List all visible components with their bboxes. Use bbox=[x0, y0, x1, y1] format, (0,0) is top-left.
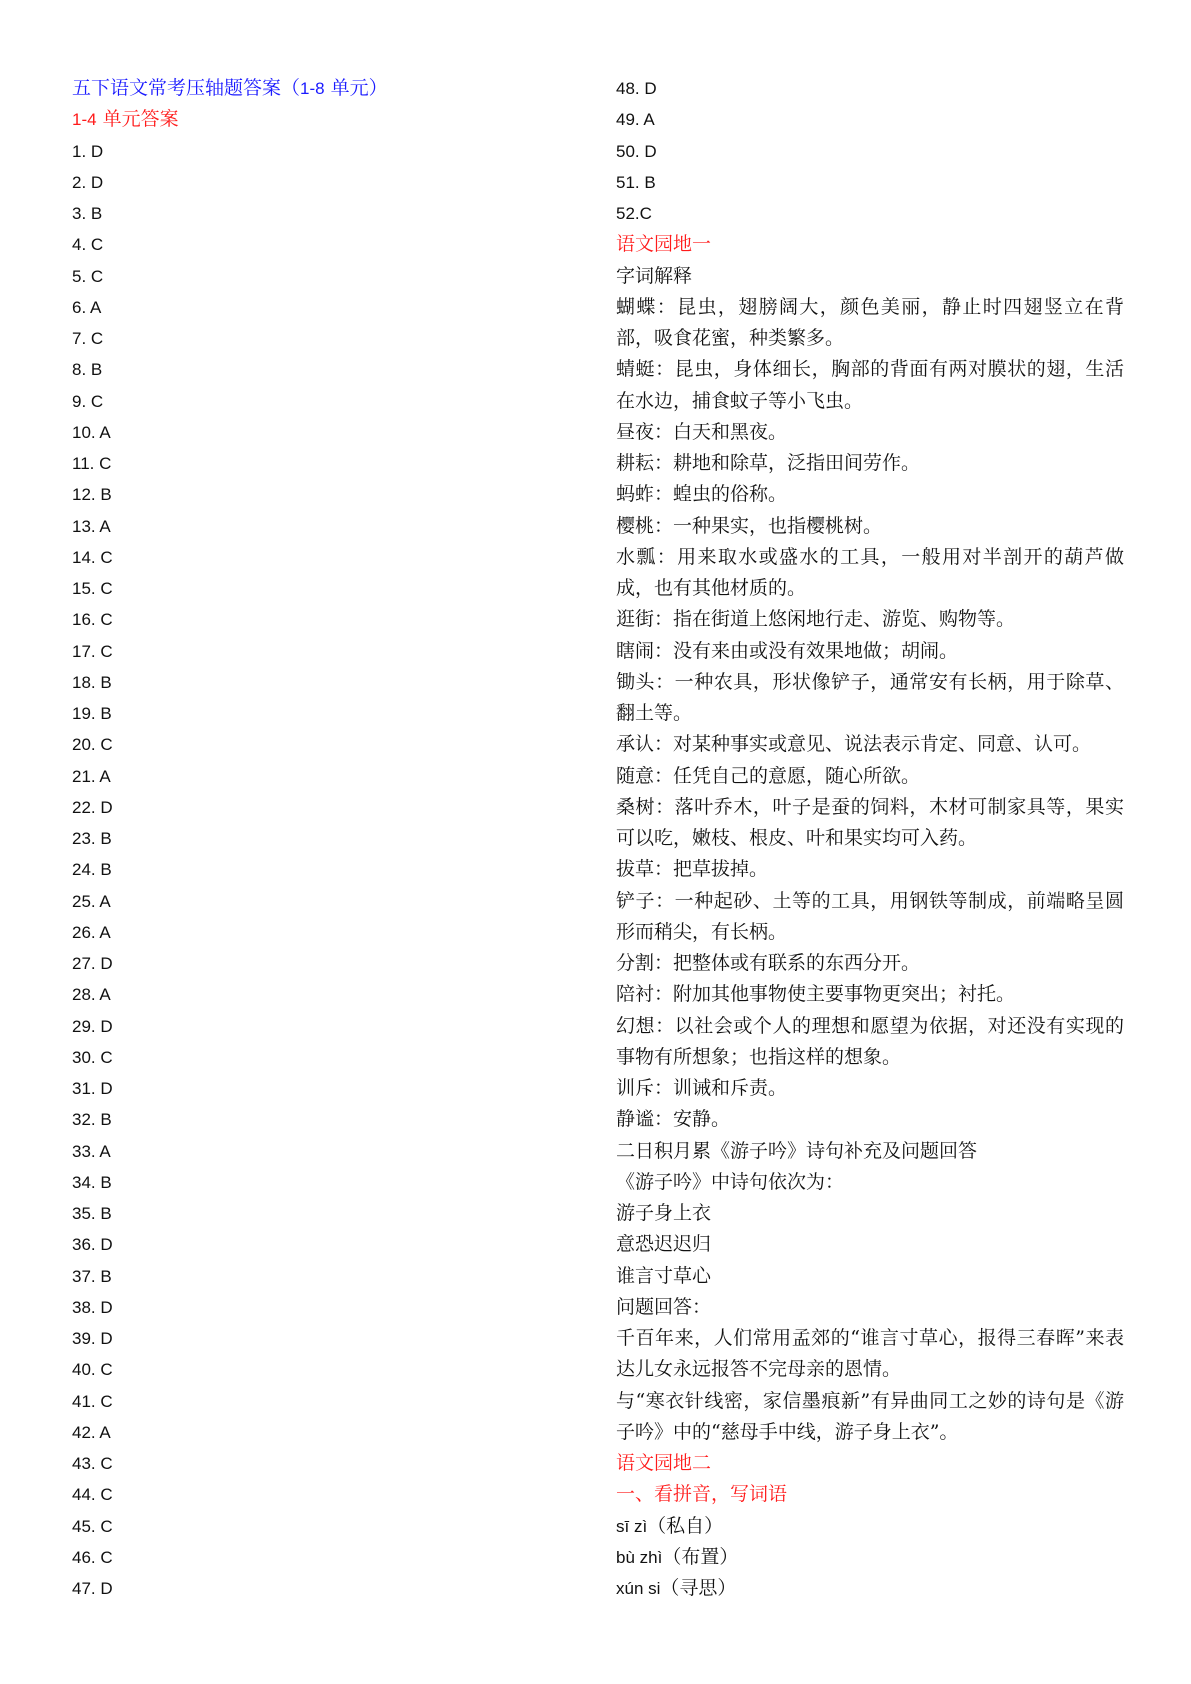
answer-item: 9. C bbox=[72, 391, 104, 411]
answer-item: 22. D bbox=[72, 797, 113, 817]
qa-answer: 千百年来，人们常用孟郊的“谁言寸草心，报得三春晖”来表达儿女永远报答不完母亲的恩情。 bbox=[616, 1327, 1124, 1381]
answer-item: 46. C bbox=[72, 1547, 113, 1567]
answer-item: 33. A bbox=[72, 1141, 111, 1161]
definition-item: 瞎闹：没有来由或没有效果地做；胡闹。 bbox=[616, 639, 959, 662]
answer-item: 48. D bbox=[616, 79, 657, 98]
answer-item: 44. C bbox=[72, 1485, 113, 1505]
answer-item: 39. D bbox=[72, 1329, 113, 1348]
answer-item: 10. A bbox=[72, 422, 111, 442]
definition-item: 桑树：落叶乔木，叶子是蚕的饲料，木材可制家具等，果实可以吃，嫩枝、根皮、叶和果实均可入药。 bbox=[616, 795, 1124, 849]
qa-heading: 问题回答： bbox=[616, 1295, 712, 1318]
answer-item: 52.C bbox=[616, 204, 652, 223]
poem-line: 游子身上衣 bbox=[616, 1202, 712, 1224]
pinyin-item bbox=[616, 1542, 1124, 1573]
definition-item: 随意：任凭自己的意愿，随心所欲。 bbox=[616, 764, 921, 787]
answer-item: 6. A bbox=[72, 297, 102, 317]
answer-item: 20. C bbox=[72, 735, 113, 755]
answer-item: 14. C bbox=[72, 547, 113, 567]
document-title bbox=[72, 73, 552, 104]
pinyin-item bbox=[616, 1511, 1124, 1542]
definition-item: 水瓢：用来取水或盛水的工具，一般用对半剖开的葫芦做成，也有其他材质的。 bbox=[616, 545, 1124, 599]
title-suffix: 单元） bbox=[324, 77, 388, 99]
pinyin-list bbox=[616, 1511, 1124, 1605]
right-column bbox=[616, 73, 1124, 1604]
section-heading-units-1-4 bbox=[72, 104, 552, 135]
answer-item: 1. D bbox=[72, 141, 104, 161]
answer-item: 5. C bbox=[72, 266, 104, 286]
definition-item: 樱桃：一种果实，也指樱桃树。 bbox=[616, 514, 883, 537]
pinyin-word: （寻思） bbox=[660, 1577, 737, 1599]
definition-list bbox=[616, 292, 1124, 1136]
answer-item: 27. D bbox=[72, 954, 113, 973]
pinyin-text: xún si bbox=[616, 1579, 661, 1598]
pinyin-item bbox=[616, 1573, 1124, 1604]
poem-line: 意恐迟迟归 bbox=[616, 1233, 712, 1256]
answer-item: 51. B bbox=[616, 172, 656, 192]
pinyin-text: bù zhì bbox=[616, 1547, 663, 1567]
definition-item: 蝴蝶：昆虫，翅膀阔大，颜色美丽，静止时四翅竖立在背部，吸食花蜜，种类繁多。 bbox=[616, 295, 1124, 349]
definition-item: 拔草：把草拔掉。 bbox=[616, 858, 769, 881]
qa-answer: 与“寒衣针线密，家信墨痕新”有异曲同工之妙的诗句是《游子吟》中的“慈母手中线，游子身上衣”。 bbox=[616, 1389, 1124, 1443]
definition-item: 锄头：一种农具，形状像铲子，通常安有长柄，用于除草、翻土等。 bbox=[616, 670, 1124, 724]
poem-line: 谁言寸草心 bbox=[616, 1264, 712, 1287]
section-label: 单元答案 bbox=[96, 108, 179, 131]
answer-item: 34. B bbox=[72, 1172, 112, 1192]
answer-item: 24. B bbox=[72, 860, 112, 880]
definition-item: 逛街：指在街道上悠闲地行走、游览、购物等。 bbox=[616, 608, 1016, 631]
answer-item: 17. C bbox=[72, 641, 113, 661]
definition-item: 静谧：安静。 bbox=[616, 1108, 731, 1131]
definition-item: 训斥：训诫和斥责。 bbox=[616, 1077, 788, 1099]
answer-item: 37. B bbox=[72, 1266, 112, 1286]
pinyin-exercise-heading: 一、看拼音，写词语 bbox=[616, 1483, 788, 1506]
answer-item: 25. A bbox=[72, 891, 111, 911]
answer-item: 49. A bbox=[616, 110, 655, 130]
answer-item: 29. D bbox=[72, 1016, 113, 1036]
definition-item: 蜻蜓：昆虫，身体细长，胸部的背面有两对膜状的翅，生活在水边，捕食蚊子等小飞虫。 bbox=[616, 358, 1124, 412]
poem-intro: 《游子吟》中诗句依次为： bbox=[616, 1170, 845, 1193]
answer-item: 23. B bbox=[72, 829, 112, 848]
left-column bbox=[72, 73, 552, 1604]
section-heading-garden-one: 语文园地一 bbox=[616, 233, 712, 256]
answer-item: 35. B bbox=[72, 1204, 112, 1223]
pinyin-word: （私自） bbox=[647, 1514, 724, 1537]
answer-item: 50. D bbox=[616, 141, 657, 161]
answer-item: 41. C bbox=[72, 1391, 113, 1411]
answer-item: 32. B bbox=[72, 1110, 112, 1130]
section-range: 1-4 bbox=[72, 110, 97, 130]
answer-item: 30. C bbox=[72, 1047, 113, 1067]
definition-item: 昼夜：白天和黑夜。 bbox=[616, 420, 788, 443]
answer-item: 47. D bbox=[72, 1579, 113, 1598]
answer-item: 43. C bbox=[72, 1454, 113, 1473]
definition-item: 耕耘：耕地和除草，泛指田间劳作。 bbox=[616, 452, 921, 474]
title-range: 1-8 bbox=[300, 79, 325, 98]
answer-item: 38. D bbox=[72, 1297, 113, 1317]
definition-item: 分割：把整体或有联系的东西分开。 bbox=[616, 952, 921, 974]
answer-item: 31. D bbox=[72, 1079, 113, 1098]
poem-heading: 二日积月累《游子吟》诗句补充及问题回答 bbox=[616, 1139, 978, 1162]
answer-item: 40. C bbox=[72, 1360, 113, 1380]
section-heading-garden-two: 语文园地二 bbox=[616, 1452, 712, 1474]
definition-item: 幻想：以社会或个人的理想和愿望为依据，对还没有实现的事物有所想象；也指这样的想象。 bbox=[616, 1014, 1124, 1068]
pinyin-word: （布置） bbox=[662, 1545, 739, 1568]
answer-item: 26. A bbox=[72, 922, 111, 942]
definition-item: 陪衬：附加其他事物使主要事物更突出；衬托。 bbox=[616, 983, 1016, 1006]
pinyin-text: sī zì bbox=[616, 1516, 648, 1536]
answer-list-right bbox=[616, 73, 1124, 229]
answer-item: 13. A bbox=[72, 516, 111, 536]
answer-item: 4. C bbox=[72, 235, 104, 255]
answer-item: 11. C bbox=[72, 454, 112, 473]
answer-item: 2. D bbox=[72, 172, 104, 192]
title-text: 五下语文常考压轴题答案（ bbox=[72, 77, 301, 99]
answer-item: 28. A bbox=[72, 985, 111, 1005]
answer-item: 36. D bbox=[72, 1235, 113, 1255]
answer-item: 18. B bbox=[72, 672, 112, 692]
definition-item: 铲子：一种起砂、土等的工具，用钢铁等制成，前端略呈圆形而稍尖，有长柄。 bbox=[616, 889, 1124, 943]
answer-item: 12. B bbox=[72, 485, 112, 505]
answer-list-left bbox=[72, 136, 552, 1605]
answer-item: 15. C bbox=[72, 579, 113, 598]
answer-item: 16. C bbox=[72, 610, 113, 630]
answer-item: 3. B bbox=[72, 204, 103, 223]
answer-item: 45. C bbox=[72, 1516, 113, 1536]
answer-item: 21. A bbox=[72, 766, 111, 786]
definition-item: 蚂蚱：蝗虫的俗称。 bbox=[616, 483, 788, 506]
definition-item: 承认：对某种事实或意见、说法表示肯定、同意、认可。 bbox=[616, 733, 1092, 756]
answer-item: 8. B bbox=[72, 360, 103, 380]
answer-item: 7. C bbox=[72, 329, 104, 348]
answer-item: 42. A bbox=[72, 1422, 111, 1442]
answer-item: 19. B bbox=[72, 704, 112, 723]
word-explain-heading: 字词解释 bbox=[616, 264, 693, 287]
